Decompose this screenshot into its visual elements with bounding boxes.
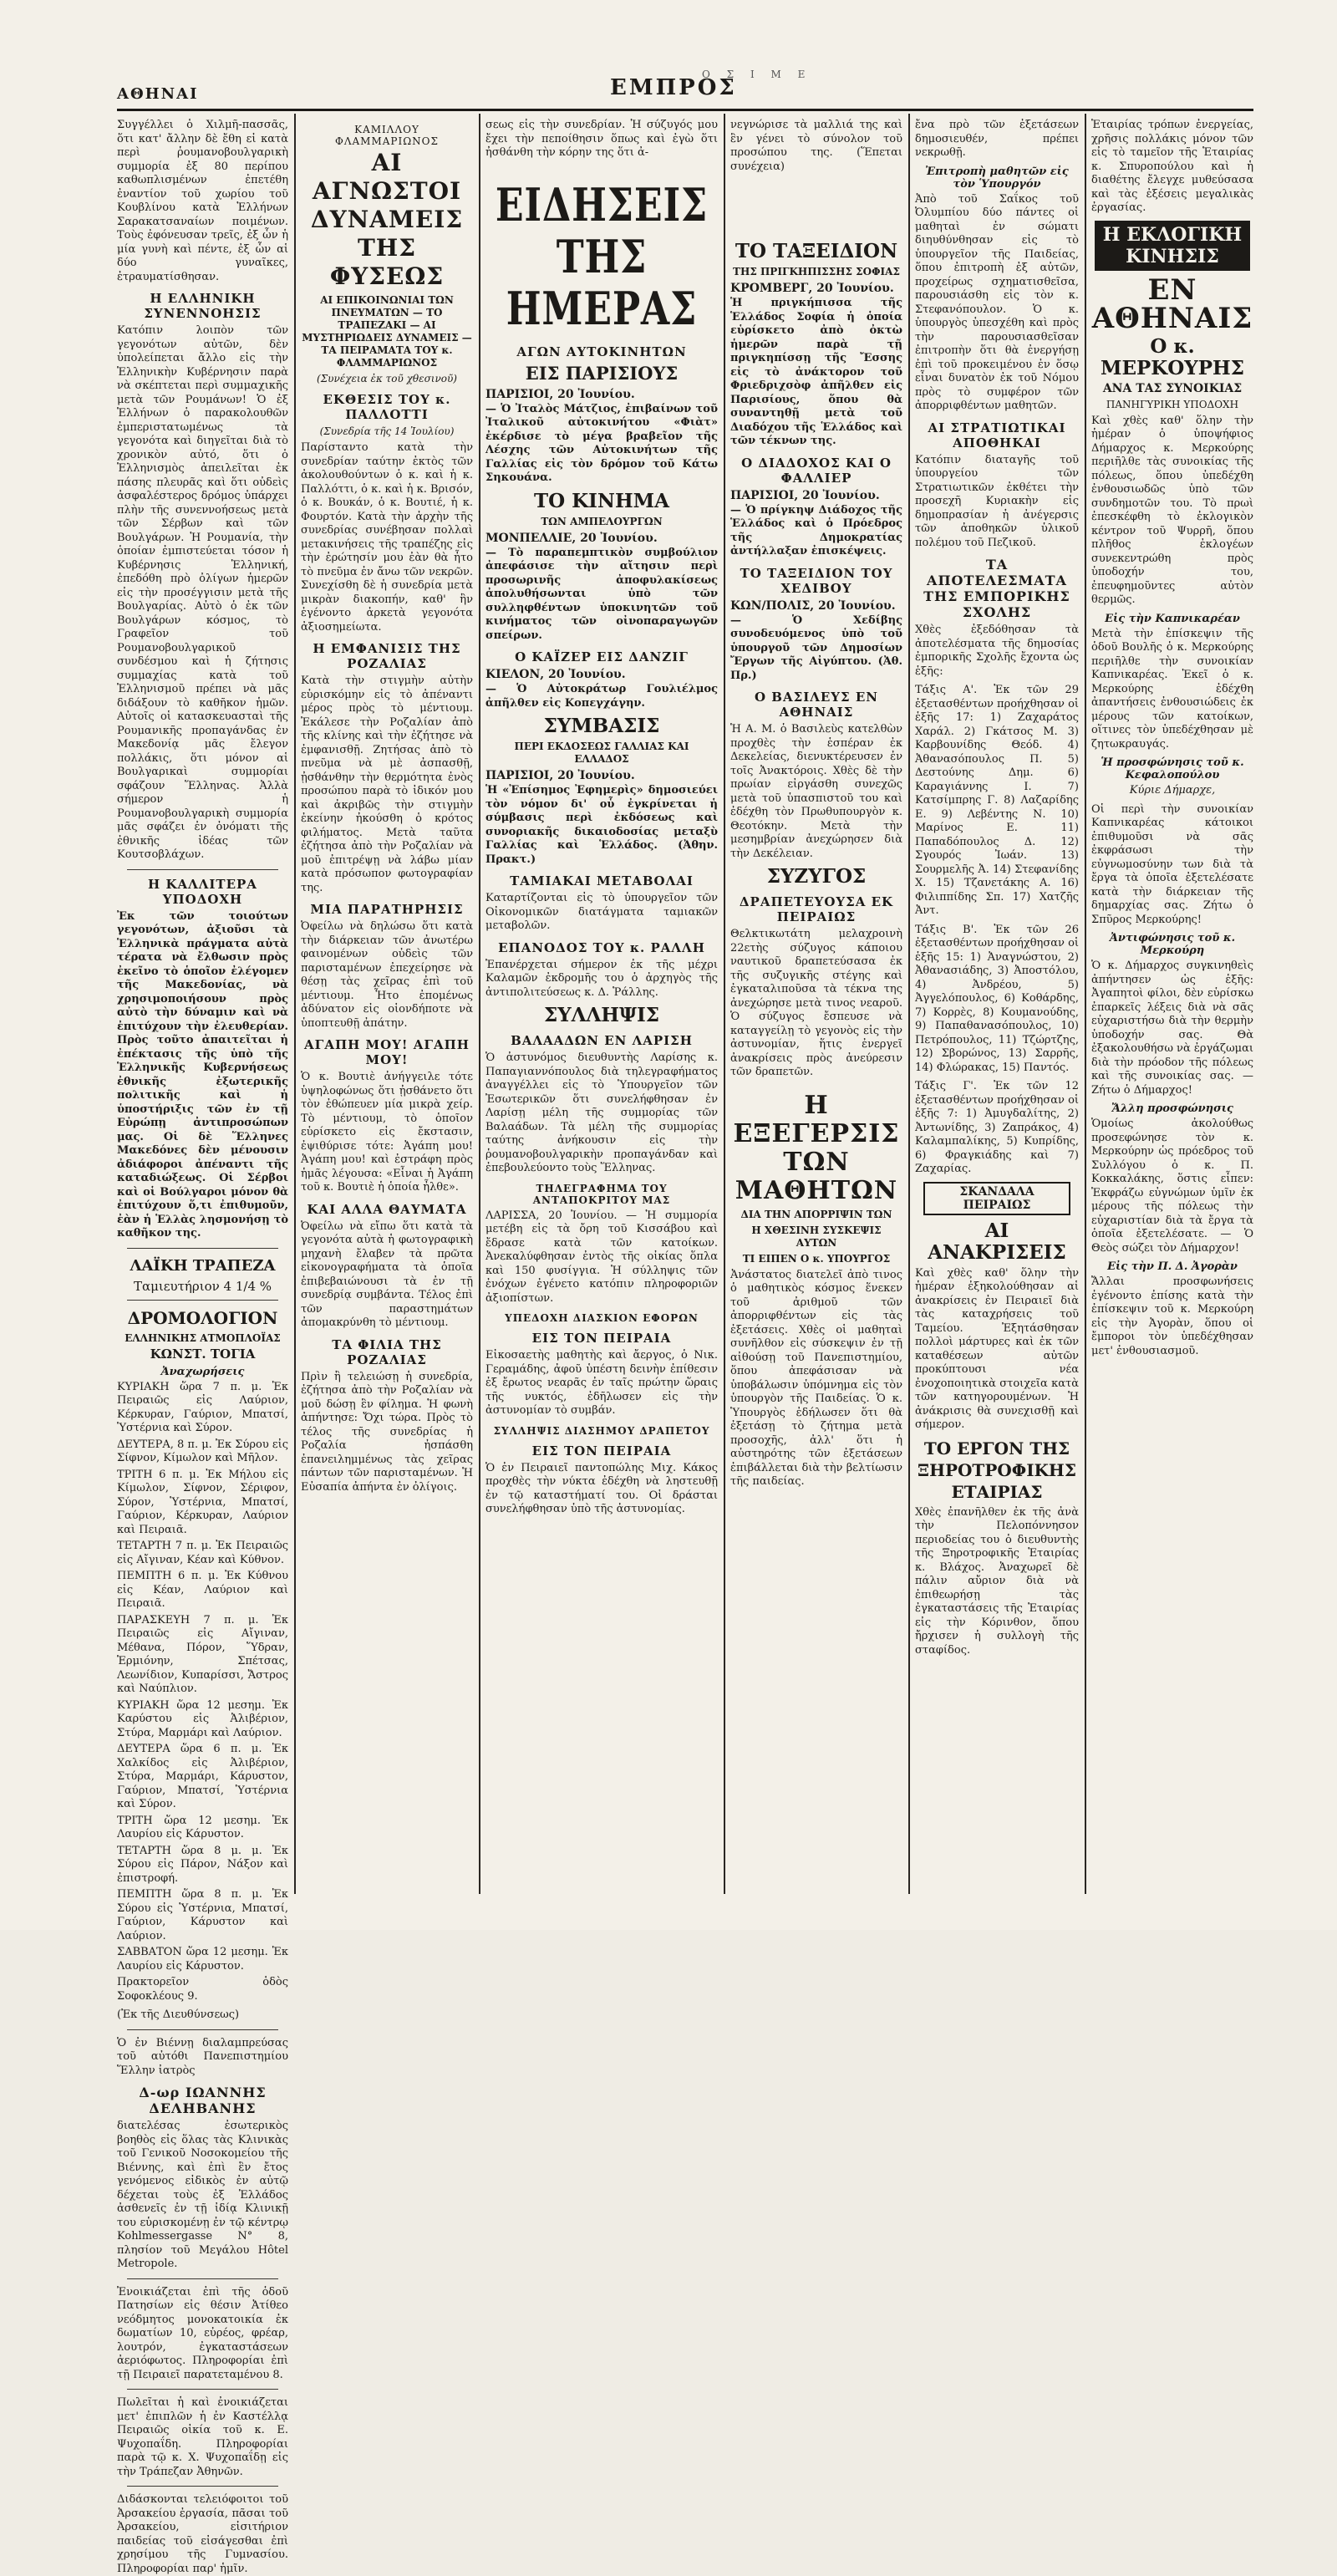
subheadline: Η ΧΘΕΣΙΝΗ ΣΥΣΚΕΨΙΣ ΑΥΤΩΝ xyxy=(751,1224,882,1249)
headline: Εἰς τὴν Π. Δ. Ἀγορὰν xyxy=(1107,1260,1238,1273)
schedule-note: Πρακτορεῖον ὁδὸς Σοφοκλέους 9. xyxy=(117,1976,288,2003)
headline: ΤΟ ΤΑΞΕΙΔΙΟΝ xyxy=(735,240,898,262)
article-body: Τάξις Γ'. Ἐκ τῶν 12 ἐξετασθέντων προήχθησαν οἱ ἑξῆς 7: 1) Ἀμυγδαλίτης, 2) Ἀντωνίδης, 3) Ζαπράκος, 4) Καλαμπαλίκης, 5) Κυπρίδης, 6) Φραγκιάδης καὶ 7) Ζαχαρίας. xyxy=(915,1080,1079,1175)
article-body: — Ὁ Ἰταλὸς Μάτζιος, ἐπιβαίνων τοῦ Ἰταλικοῦ αὐτοκινήτου «Φιὰτ» ἐκέρδισε τὸ μέγα βραβεῖον τῆς Λέσχης τῶν Αὐτοκινήτων τῆς Γαλλίας εἰς τὸν δρόμον τοῦ Κάτω Σηκουάνα. xyxy=(485,402,718,484)
masthead-date: ΑΘΗΝΑΙ xyxy=(117,85,199,103)
article-body: Καὶ χθὲς καθ' ὅλην τὴν ἡμέραν ἐξηκολούθησαν αἱ ἀνακρίσεις ἐν Πειραιεῖ διὰ τὰς καταχρήσεις τοῦ Ταμείου. Ἐξητάσθησαν πολλοὶ μάρτυρες καὶ ἐκ τῶν καταθέσεων αὐτῶν προκύπτουσι νέα ἐνοχοποιητικὰ στοιχεῖα κατὰ τῶν κατηγορουμένων. Ἡ ἀνάκρισις θὰ συνεχισθῇ καὶ σήμερον. xyxy=(915,1266,1079,1431)
list-item: ΤΕΤΑΡΤΗ ὥρα 8 μ. μ. Ἐκ Σύρου εἰς Πάρον, Νάξον καὶ ἐπιστροφή. xyxy=(117,1844,288,1885)
headline: ΤΟ ΤΑΞΕΙΔΙΟΝ ΤΟΥ ΧΕΔΙΒΟΥ xyxy=(740,565,893,596)
list-item: ΠΕΜΠΤΗ ὥρα 8 π. μ. Ἐκ Σύρου εἰς Ὑστέρνια, Μπατσί, Γαύριον, Κάρυστον καὶ Λαύριον. xyxy=(117,1888,288,1942)
headline: ΤΟ ΚΙΝΗΜΑ xyxy=(534,489,669,512)
column-4 xyxy=(730,119,902,1891)
article-body: Τάξις Α'. Ἐκ τῶν 29 ἐξετασθέντων προήχθησαν οἱ ἑξῆς 17: 1) Ζαχαράτος Χαράλ. 2) Γκάτσος Μ. 3) Καρβουνίδης Θεόδ. 4) Ἀθανασόπουλος Π. 5) Δεστούνης Δημ. 6) Καραγιάννης Ι. 7) Κατσίμπρης Γ. 8) Λαζαρίδης Ε. 9) Λεβέντης Ν. 10) Μαρίνος Ε. 11) Παπαδόπουλος Δ. 12) Σγουρός Ἰωάν. 13) Σουρμελῆς Ἀ. 14) Στεφανίδης Χ. 15) Τζανετάκης Α. 16) Φιλιππίδης Σπ. 17) Χατζῆς Ἀντ. xyxy=(915,684,1079,917)
headline: ΕΙΣ ΠΑΡΙΣΙΟΥΣ xyxy=(525,362,679,384)
headline: ΤΑ ΦΙΛΙΑ ΤΗΣ ΡΟΖΑΛΙΑΣ xyxy=(332,1336,442,1367)
article-body: Ἡ «Ἐπίσημος Ἐφημερὶς» δημοσιεύει τὸν νόμον δι' οὗ ἐγκρίνεται ἡ σύμβασις περὶ ἐκδόσεως καὶ συνοριακῆς δικαιοδοσίας μεταξὺ Γαλλίας καὶ Ἑλλάδος. (Ἀθην. Πρακτ.) xyxy=(485,784,718,866)
article-body: Ἐπανέρχεται σήμερον ἐκ τῆς μέχρι Καλαμῶν ἐκδρομῆς του ὁ ἀρχηγὸς τῆς ἀντιπολιτεύσεως κ. Δ. Ῥάλλης. xyxy=(485,958,718,999)
headline: ΕΙΣ ΤΟΝ ΠΕΙΡΑΙΑ xyxy=(531,1443,672,1459)
masthead xyxy=(117,69,1253,111)
article-body: — Ὁ Χεδίβης συνοδευόμενος ὑπὸ τοῦ ὑπουργοῦ τῶν Δημοσίων Ἔργων τῆς Αἰγύπτου. (Ἀθ. Πρ.) xyxy=(730,613,902,682)
list-item: ΠΑΡΑΣΚΕΥΗ 7 π. μ. Ἐκ Πειραιῶς εἰς Αἴγιναν, Μέθανα, Πόρον, Ὕδραν, Ἑρμιόνην, Σπέτσας, Λεωνίδιον, Κυπαρίσσι, Ἄστρος καὶ Ναύπλιον. xyxy=(117,1613,288,1695)
headline: ΚΑΙ ΑΛΛΑ ΘΑΥΜΑΤΑ xyxy=(307,1201,467,1217)
subheadline: (Συνέχεια ἐκ τοῦ χθεσινοῦ) xyxy=(317,373,457,384)
dateline: ΠΑΡΙΣΙΟΙ, 20 Ἰουνίου. xyxy=(730,488,880,502)
headline: ΑΙ ΑΓΝΩΣΤΟΙ ΔΥΝΑΜΕΙΣ ΤΗΣ ΦΥΣΕΩΣ xyxy=(310,149,464,290)
article-body: Ὁμοίως ἀκολούθως προσεφώνησε τὸν κ. Μερκούρην ὡς πρόεδρος τοῦ Συλλόγου ὁ κ. Π. Κοκκαλάκης, ὅστις εἶπεν: Ἐκφράζω εὐγνώμων ὑμῖν ἐκ μέρους τῆς πόλεως τὴν εὐχαριστίαν διὰ τὰ ἔργα τὰ ὁποῖα ἐξετελέσατε. — Ὁ Θεὸς σώζει τὸν Δήμαρχον! xyxy=(1091,1117,1253,1255)
ad-body: Ἐνοικιάζεται ἐπὶ τῆς ὁδοῦ Πατησίων εἰς θέσιν Ἀτίθεο νεόδμητος μονοκατοικία ἐκ δωματίων 10, εὐρέος, φρέαρ, λουτρόν, ἐγκαταστάσεων ἀεριόφωτος. Πληροφορίαι ἐπὶ τῇ Πειραιεῖ παρατεταμένου 8. xyxy=(117,2285,288,2381)
list-item: ΤΡΙΤΗ ὥρα 12 μεσημ. Ἐκ Λαυρίου εἰς Κάρυστον. xyxy=(117,1814,288,1840)
headline: Η ΕΜΦΑΝΙΣΙΣ ΤΗΣ ΡΟΖΑΛΙΑΣ xyxy=(313,641,461,671)
article-body: Ἀπὸ τοῦ Σαΐκος τοῦ Ὀλυμπίου δύο πάντες οἱ μαθηταὶ ἐν σώματι διηυθύνθησαν εἰς τὸ ὑπουργεῖον τῆς Παιδείας, ὅπου ἐπιτροπὴ ἐξ αὐτῶν, προχείρως σχηματισθεῖσα, παρουσιάσθη εἰς τὸν κ. Στεφανόπουλον. Ὁ κ. ὑπουργὸς ὑπεσχέθη καὶ πρὸς τὴν παρουσιασθεῖσαν ἐπιτροπὴν ὅτι θὰ ἐνεργήσῃ ἐπὶ τοῦ προκειμένου ἐν ὅσῳ εἶναι δυνατὸν ἐκ τοῦ Νόμου πρὸς τὸ συμφέρον τῶν ἀπορριφθέντων μαθητῶν. xyxy=(915,192,1079,412)
divider xyxy=(127,2029,278,2030)
subheadline: ΑΙ ΕΠΙΚΟΙΝΩΝΙΑΙ ΤΩΝ ΠΝΕΥΜΑΤΩΝ — ΤΟ ΤΡΑΠΕΖΑΚΙ — ΑΙ ΜΥΣΤΗΡΙΩΔΕΙΣ ΔΥΝΑΜΕΙΣ — ΤΑ ΠΕΙΡΑΜΑΤΑ ΤΟΥ κ. ΦΛΑΜΜΑΡΙΩΝΟΣ xyxy=(302,294,472,369)
page-headline: ΕΙΔΗΣΕΙΣ ΤΗΣ ΗΜΕΡΑΣ xyxy=(495,177,709,335)
dateline: ΚΙΕΛΟΝ, 20 Ἰουνίου. xyxy=(485,668,626,681)
article-body: Ὁ κ. Βουτιὲ ἀνήγγειλε τότε ὑψηλοφώνως ὅτι ᾐσθάνετο ὅτι τὸν ἐθώπευεν μία μικρὰ χείρ. Τὸ μέντιουμ, τὸ ὁποῖον εὑρίσκετο εἰς ἔκστασιν, ἐψιθύρισε τότε: Ἀγάπη μου! Ἀγάπη μου! καὶ ἐστράφη πρὸς ἡμᾶς λέγουσα: «Εἶναι ἡ Ἀγάπη τοῦ κ. Βουτιὲ ἡ ὁποία ἦλθε». xyxy=(301,1071,473,1194)
article-body: Καταρτίζονται εἰς τὸ ὑπουργεῖον τῶν Οἰκονομικῶν διατάγματα ταμιακῶν μεταβολῶν. xyxy=(485,892,718,932)
headline: Η ΚΑΛΛΙΤΕΡΑ ΥΠΟΔΟΧΗ xyxy=(148,876,257,907)
list-item: ΔΕΥΤΕΡΑ, 8 π. μ. Ἐκ Σύρου εἰς Σίφνον, Κίμωλον καὶ Μῆλον. xyxy=(117,1438,289,1464)
dateline: ΜΟΝΠΕΛΛΙΕ, 20 Ἰουνίου. xyxy=(485,531,658,545)
subheadline: ΤΙ ΕΙΠΕΝ Ο κ. ΥΠΟΥΡΓΟΣ xyxy=(742,1252,891,1265)
list-item: ΤΡΙΤΗ 6 π. μ. Ἐκ Μήλου εἰς Κίμωλον, Σίφνον, Σέριφον, Σύρον, Ὑστέρνια, Μπατσί, Γαύριον, Κέρκυραν, Λαύριον καὶ Πειραιᾶ. xyxy=(117,1468,288,1536)
headline: Ἀντιφώνησις τοῦ κ. Μερκούρη xyxy=(1109,932,1236,957)
subheadline: ΔΙΑ ΤΗΝ ΑΠΟΡΡΙΨΙΝ ΤΩΝ xyxy=(740,1208,892,1220)
headline: Η ΕΞΕΓΕΡΣΙΣ ΤΩΝ ΜΑΘΗΤΩΝ xyxy=(733,1090,900,1205)
headline: ΔΡΟΜΟΛΟΓΙΟΝ xyxy=(127,1307,278,1328)
list-item: ΚΥΡΙΑΚΗ ὥρα 12 μεσημ. Ἐκ Καρύστου εἰς Ἀλιβέριον, Στύρα, Μαρμάρι καὶ Λαύριον. xyxy=(117,1698,288,1739)
article-body: Πρὶν ἢ τελειώσῃ ἡ συνεδρία, ἐζήτησα ἀπὸ τὴν Ροζαλίαν νὰ μοῦ δώσῃ ἓν φίλημα. Ἡ φωνὴ ἀπήντησε: Ὄχι τώρα. Πρὸς τὸ τέλος τῆς συνεδρίας ἡ Ροζαλία ἠσπάσθη ἐπανειλημμένως τὰς χεῖρας πάντων τῶν παρισταμένων. Ἡ Εὐσαπία ἀπήντα ἐν ὀλίγοις. xyxy=(301,1370,473,1494)
dateline: ΚΩΝ/ΠΟΛΙΣ, 20 Ἰουνίου. xyxy=(730,598,896,613)
list-item: ΔΕΥΤΕΡΑ ὥρα 6 π. μ. Ἐκ Χαλκίδος εἰς Ἀλιβέριον, Στύρα, Μαρμάρι, Κάρυστον, Γαύριον, Μπατσί, Ὑστέρνια καὶ Σύρον. xyxy=(117,1743,288,1810)
column-6 xyxy=(1091,119,1253,1891)
article-body: Ἡ πριγκήπισσα τῆς Ἑλλάδος Σοφία ἡ ὁποία εὑρίσκετο ἀπὸ ὀκτὼ ἡμερῶν παρὰ τῇ πριγκηπίσσῃ τῆς Ἔσσης εἰς τὸ ἀνάκτορον τοῦ Φριεδριχσὸφ ἀπῆλθεν εἰς Παρισίους, ὅπου θὰ συναντηθῇ μετὰ τοῦ Διαδόχου τῆς Ἑλλάδος καὶ τῶν τέκνων της. xyxy=(730,297,902,447)
headline: Ο ΒΑΣΙΛΕΥΣ ΕΝ ΑΘΗΝΑΙΣ xyxy=(755,690,878,720)
headline: Ἐπιτροπὴ μαθητῶν εἰς τὸν Ὑπουργόν xyxy=(925,165,1069,191)
column-2 xyxy=(301,119,473,1891)
headline: ΑΓΩΝ ΑΥΤΟΚΙΝΗΤΩΝ xyxy=(516,344,687,359)
list-item: ΠΕΜΠΤΗ 6 π. μ. Ἐκ Κύθνου εἰς Κέαν, Λαύριον καὶ Πειραιᾶ. xyxy=(117,1570,288,1610)
headline: ΕΠΑΝΟΔΟΣ ΤΟΥ κ. ΡΑΛΛΗ xyxy=(498,939,705,955)
headline: Η ΕΚΛΟΓΙΚΗ ΚΙΝΗΣΙΣ xyxy=(1095,221,1250,271)
article-body: Θελκτικωτάτη μελαχροινὴ 22ετὴς σύζυγος κάποιου ναυτικοῦ δραπετεύσασα ἐκ τῆς συζυγικῆς στέγης καὶ ἐγκαταλιποῦσα τὰ τέκνα της ἀνεχώρησε μετὰ τινος νεαροῦ. Ὁ σύζυγος ἔσπευσε νὰ καταγγείλῃ τὸ γεγονὸς εἰς τὴν ἀστυνομίαν, ἥτις ἐνεργεῖ ἀνακρίσεις πρὸς ἀνεύρεσιν τῶν δραπετῶν. xyxy=(730,928,902,1078)
headline: ΕΚΘΕΣΙΣ ΤΟΥ κ. ΠΑΛΛΟΤΤΙ xyxy=(323,392,451,422)
subheadline: ΤΩΝ ΑΜΠΕΛΟΥΡΓΩΝ xyxy=(541,515,663,527)
article-body: Ὁ ἐν Πειραιεῖ παντοπώλης Μιχ. Κάκος προχθὲς τὴν νύκτα ἐδέχθη νὰ ληστευθῇ ἐν τῷ καταστήματί του. Οἱ δράσται συνελήφθησαν ὑπὸ τῆς ἀστυνομίας. xyxy=(485,1461,718,1515)
article-body: Μετὰ τὴν ἐπίσκεψιν τῆς ὁδοῦ Βουλῆς ὁ κ. Μερκούρης περιῆλθε τὴν συνοικίαν Καπνικαρέας. Ἐκεῖ ὁ κ. Μερκούρης ἐδέχθη ἀπαντήσεις ἐνθουσιώδεις ἐκ μέρους τῶν κατοίκων, οἵτινες τὸν ὑπεδέχθησαν μὲ ζητωκραυγάς. xyxy=(1091,627,1253,751)
subheadline: ΕΛΛΗΝΙΚΗΣ ΑΤΜΟΠΛΟΪΑΣ xyxy=(125,1331,281,1344)
divider xyxy=(127,1300,278,1301)
subheadline: ΠΑΝΗΓΥΡΙΚΗ ΥΠΟΔΟΧΗ xyxy=(1106,398,1239,410)
headline: ΣΥΜΒΑΣΙΣ xyxy=(543,715,660,737)
column-rule xyxy=(479,114,480,1894)
article-body: νεγνώρισε τὰ μαλλιά της καὶ ἓν γένει τὸ σύνολον τοῦ προσώπου της. (Ἕπεται συνέχεια) xyxy=(730,119,902,173)
article-body: ἔνα πρὸ τῶν ἐξετάσεων δημοσιευθέν, πρέπει νεκρωθῇ. xyxy=(915,119,1079,159)
headline: ΥΠΕΔΟΧΗ ΔΙΑΣΚΙΟΝ ΕΦΟΡΩΝ xyxy=(505,1312,699,1324)
headline: ΤΑΜΙΑΚΑΙ ΜΕΤΑΒΟΛΑΙ xyxy=(510,873,694,888)
ad-headline: Δ-ωρ ΙΩΑΝΝΗΣ ΔΕΛΗΒΑΝΗΣ xyxy=(139,2085,267,2116)
article-body: ΛΑΡΙΣΣΑ, 20 Ἰουνίου. — Ἡ συμμορία μετέβη εἰς τὰ ὄρη τοῦ Κισσάβου καὶ ἔδρασε κατὰ τῶν κατοίκων. Ἀνεκαλύφθησαν ἐντὸς τῆς οἰκίας ὅπλα καὶ 150 φυσίγγια. Ἡ σύλληψις τῶν ἐνόχων ἐγένετο κατόπιν πληροφοριῶν ἀξιοπίστων. xyxy=(485,1209,718,1305)
article-body: Ἀνάστατος διατελεῖ ἀπὸ τινος ὁ μαθητικὸς κόσμος ἕνεκεν τοῦ ἀριθμοῦ τῶν ἀπορριφθέντων εἰς τὰς ἐξετάσεις. Χθὲς οἱ μαθηταὶ συνῆλθον εἰς σύσκεψιν ἐν τῇ αἰθούσῃ τοῦ Πανεπιστημίου, ὅπου ἀπεφάσισαν νὰ ὑποβάλωσιν ὑπόμνημα εἰς τὸν ὑπουργὸν τῆς Παιδείας. Ὁ κ. Ὑπουργὸς ἐδήλωσεν ὅτι θὰ ἐξετάσῃ τὸ ζήτημα μετὰ προσοχῆς, ἀλλ' ὅτι ἡ αὐστηρότης τῶν ἐξετάσεων ἐπιβάλλεται διὰ τὴν βελτίωσιν τῆς παιδείας. xyxy=(730,1268,902,1488)
headline: ΒΑΛΑΑΔΩΝ ΕΝ ΛΑΡΙΣΗ xyxy=(511,1033,693,1048)
divider xyxy=(127,2389,278,2390)
divider xyxy=(127,1248,278,1249)
headline: ΣΥΛΛΗΨΙΣ xyxy=(543,1004,660,1026)
subheadline: (Συνεδρία τῆς 14 Ἰουλίου) xyxy=(319,425,455,437)
salutation: Κύριε Δήμαρχε, xyxy=(1129,784,1216,797)
article-body: Ὁ κ. Δήμαρχος συγκινηθεὶς ἀπήντησεν ὡς ἑξῆς: Ἀγαπητοὶ φίλοι, δὲν εὑρίσκω ἐπαρκεῖς λέξεις διὰ νὰ σᾶς εὐχαριστήσω διὰ τὴν θερμὴν ὑποδοχήν σας. Θὰ ἐξακολουθήσω νὰ ἐργάζωμαι διὰ τὴν πρόοδον τῆς πόλεως καὶ τῆς συνοικίας σας. — Ζήτω ὁ Δήμαρχος! xyxy=(1091,960,1254,1097)
headline: ΑΙ ΑΝΑΚΡΙΣΕΙΣ xyxy=(928,1219,1066,1264)
dateline: ΠΑΡΙΣΙΟΙ, 20 Ἰουνίου. xyxy=(485,387,635,401)
list-item: ΚΥΡΙΑΚΗ ὥρα 7 π. μ. Ἐκ Πειραιῶς εἰς Λαύριον, Κέρκυραν, Γαύριον, Μπατσί, Ὑστέρνια καὶ Σύρον. xyxy=(117,1380,288,1434)
article-body: Ἄλλαι προσφωνήσεις ἐγένοντο ἐπίσης κατὰ τὴν ἐπίσκεψιν τοῦ κ. Μερκούρη εἰς τὴν Ἀγορὰν, ὅπου οἱ ἔμποροι τὸν ὑπεδέχθησαν μετ' ἐνθουσιασμοῦ. xyxy=(1091,1275,1253,1357)
article-body: — Ὁ Αὐτοκράτωρ Γουλιέλμος ἀπῆλθεν εἰς Κοπεγχάγην. xyxy=(485,683,718,710)
headline: ΑΓΑΠΗ ΜΟΥ! ΑΓΑΠΗ ΜΟΥ! xyxy=(304,1037,470,1067)
column-3 xyxy=(485,119,718,1891)
ad-body: διατελέσας ἐσωτερικὸς βοηθὸς εἰς ὅλας τὰς Κλινικὰς τοῦ Γενικοῦ Νοσοκομείου τῆς Βιέννης, καὶ ἐπὶ ἓν ἔτος γενόμενος εἰδικὸς ἐν αὐτῷ δέχεται τοὺς ἐξ Ἑλλάδος ἀσθενεῖς ἐν τῇ ἰδίᾳ Κλινικῇ του εὑρισκομένῃ ἐν τῷ κέντρῳ Kohlmessergasse N° 8, πλησίον τοῦ Μεγάλου Hôtel Metropole. xyxy=(117,2120,288,2270)
article-body: Ἐκ τῶν τοιούτων γεγονότων, ἀξιοῦσι τὰ Ἑλληνικὰ πράγματα αὐτὰ τέρατα νὰ ἔλθωσιν πρὸς ἐκεῖνο τὸ ὁποῖον ἐλέγομεν τῆς Μακεδονίας, νὰ χρησιμοποιήσουν πρὸς αὐτὸ τὴν δύναμιν καὶ νὰ ἐπιτύχουν τὴν ἐλευθερίαν. Πρὸς τοῦτο ἀπαιτεῖται ἡ ἐπέκτασις τῆς ὑπὸ τῆς Ἑλληνικῆς Κυβερνήσεως ἐθνικῆς ἐξωτερικῆς πολιτικῆς καὶ ἡ ὑποστήριξις τῶν ἐν τῇ Εὐρώπῃ ἀντιπροσώπων μας. Οἱ δὲ Ἕλληνες Μακεδόνες δὲν μένουσιν ἀδιάφοροι ἀπέναντι τῆς καταδιώξεως. Οἱ Σέρβοι καὶ οἱ Βούλγαροι μόνον θὰ ἐπιτύχουν ὅ,τι ἐπιθυμοῦν, ἐὰν ἡ Ἑλλὰς λησμονήσῃ τὸ καθῆκον της. xyxy=(117,909,288,1240)
schedule-list xyxy=(117,1381,288,1974)
schedule-note: (Ἐκ τῆς Διευθύνσεως) xyxy=(117,2008,240,2021)
headline: Η ΕΛΛΗΝΙΚΗ ΣΥΝΕΝΝΟΗΣΙΣ xyxy=(144,291,262,321)
article-body: Κατὰ τὴν στιγμὴν αὐτὴν εὑρισκόμην εἰς τὸ ἀπέναντι μέρος πρὸς τὸ μέντιουμ. Ἐκάλεσε τὴν Ροζαλίαν ἀπὸ τῆς κλίνης καὶ τὴν ἐζήτησε νὰ ἐμφανισθῇ. Ζητήσας ἀπὸ τὸ πνεῦμα νὰ μὲ ἀσπασθῇ, ᾐσθάνθην τὴν θερμότητα ἐνὸς προσώπου παρὰ τὸ ἰδικόν μου καὶ ἀκριβῶς τὴν στιγμὴν ἐκείνην ἠκούσθη ὁ κρότος φιλήματος. Μετὰ ταῦτα ἐζήτησα ἀπὸ τὴν Ροζαλίαν νὰ μοῦ ἐπιτρέψῃ νὰ λάβω μίαν κατὰ πρόσωπον φωτογραφίαν της. xyxy=(301,675,473,894)
headline: Ο ΚΑΪΖΕΡ ΕΙΣ ΔΑΝΖΙΓ xyxy=(515,649,689,664)
headline: ΣΥΖΥΓΟΣ xyxy=(766,865,867,888)
headline: ΣΥΛΛΗΨΙΣ ΔΙΑΣΗΜΟΥ ΔΡΑΠΕΤΟΥ xyxy=(493,1424,710,1437)
divider xyxy=(127,2278,278,2279)
headline: ΔΡΑΠΕΤΕΥΟΥΣΑ ΕΚ ΠΕΙΡΑΙΩΣ xyxy=(739,894,894,924)
article-body: Κατόπιν λοιπὸν τῶν γεγονότων αὐτῶν, δὲν ὑπολείπεται ἄλλο εἰς τὴν Ἑλληνικὴν Κυβέρνησιν παρὰ νὰ σκέπτεται περὶ συμμαχικῆς μετὰ τῶν Ρουμάνων! Ὁ ἐξ Ἑλλήνων ὁ παρακολουθῶν ἐμπεριστατωμένως τὰ γεγονότα καὶ διηγεῖται διὰ τὸ χρονικὸν αὐτό, ὅτι ὁ Ἑλληνισμὸς ἀπειλεῖται ἐκ πάσης πλευρᾶς καὶ ὅτι οὐδεὶς ἀσφαλέστερος δρόμος ὑπάρχει πλὴν τῆς συνεννοήσεως μετὰ τῶν Σέρβων καὶ τῶν Βουλγάρων. Ἡ Ρουμανία, τὴν ὁποίαν ἐμπιστεύεται τόσον ἡ Κυβέρνησις Ἑλληνική, ἐπεδόθη πρὸ ὀλίγων ἡμερῶν εἰς τὴν προσέγγισιν μετὰ τῆς Βουλγαρίας. Αὐτὸ ὁ ἐκ τῶν Βουλγάρων κόσμος, τὸ Γραφεῖον τοῦ Ρουμανοβουλγαρικοῦ συνδέσμου καὶ ἡ ζήτησις συμμαχίας κατὰ τοῦ Ἑλληνισμοῦ πρέπει νὰ μᾶς διδάξουν τὸ καθῆκον ἡμῶν. Αὐτοῖς οἱ κατασκευασταὶ τῆς Ρουμανικῆς προπαγάνδας ἐν Μακεδονίᾳ μᾶς ἔλεγον πολλάκις, ὅτι μόνον αἱ Βουλγαρικαὶ συμμορίαι σφάζουν Ἕλληνας. Ἀλλὰ σήμερον ἡ Ρουμανοβουλγαρικὴ συμμορία μᾶς σφάζει ἐν ὀνόματι τῆς ἐθνικῆς ἰδέας τῶν Κουτσοβλάχων. xyxy=(117,324,288,861)
schedule-label: Ἀναχωρήσεις xyxy=(160,1365,245,1378)
column-rule xyxy=(908,114,910,1894)
author-kicker: ΚΑΜΙΛΛΟΥ ΦΛΑΜΜΑΡΙΩΝΟΣ xyxy=(335,124,439,147)
headline: ΕΝ ΑΘΗΝΑΙΣ xyxy=(1091,272,1253,335)
divider xyxy=(127,869,278,870)
dateline: ΠΑΡΙΣΙΟΙ, 20 Ἰουνίου. xyxy=(485,769,635,782)
headline: Εἰς τὴν Καπνικαρέαν xyxy=(1105,612,1240,625)
headline: Ο ΔΙΑΔΟΧΟΣ ΚΑΙ Ο ΦΑΛΛΙΕΡ xyxy=(741,455,892,486)
article-body: Ἡ Α. Μ. ὁ Βασιλεὺς κατελθὼν προχθὲς τὴν ἑσπέραν ἐκ Δεκελείας, διενυκτέρευσεν ἐν τοῖς Ἀνακτόροις. Χθὲς δὲ τὴν πρωίαν εἰργάσθη συνεχῶς μετὰ τοῦ ὑπασπιστοῦ του καὶ ἐδέχθη τὸν Πρωθυπουργὸν κ. Θεοτόκην. Μετὰ τὴν μεσημβρίαν ἀνεχώρησεν διὰ τὴν Δεκέλειαν. xyxy=(730,723,902,860)
list-item: ΣΑΒΒΑΤΟΝ ὥρα 12 μεσημ. Ἐκ Λαυρίου εἰς Κάρυστον. xyxy=(117,1946,288,1973)
headline: Ἄλλη προσφώνησις xyxy=(1111,1102,1233,1115)
headline: ΜΙΑ ΠΑΡΑΤΗΡΗΣΙΣ xyxy=(310,902,464,917)
subheadline: ΤΗΣ ΠΡΙΓΚΗΠΙΣΣΗΣ ΣΟΦΙΑΣ xyxy=(733,266,900,277)
article-body: Εἰκοσαετὴς μαθητὴς καὶ ἄεργος, ὁ Νικ. Γεραμάδης, ἀφοῦ ὑπέστη δεινὴν ἐπίθεσιν ἐξ ἔρωτος νεαρᾶς ἐν ταῖς πρώτην ὥραις τῆς νυκτός, ἐδῆλωσεν εἰς τὴν ἀστυνομίαν τὸ συμβάν. xyxy=(485,1349,718,1417)
headline: ΣΚΑΝΔΑΛΑ ΠΕΙΡΑΙΩΣ xyxy=(923,1182,1070,1215)
headline: ΤΗΛΕΓΡΑΦΗΜΑ ΤΟΥ ΑΝΤΑΠΟΚΡΙΤΟΥ ΜΑΣ xyxy=(532,1182,671,1206)
article-body: Οἱ περὶ τὴν συνοικίαν Καπνικαρέας κάτοικοι ἐπιθυμοῦσι νὰ σᾶς ἐκφράσωσι τὴν εὐγνωμοσύνην των διὰ τὰ ἔργα τὰ ὁποῖα ἐξετελέσατε κατὰ τὴν διάρκειαν τῆς δημαρχίας σας. Ζήτω ὁ Σπῦρος Μερκούρης! xyxy=(1091,802,1253,926)
article-body: Ὀφείλω νὰ εἴπω ὅτι κατὰ τὰ γεγονότα αὐτὰ ἡ φωτογραφικὴ μηχανὴ ἔλαβεν τὰ πρῶτα εἰκονογραφήματα τὰ ὁποῖα ἐπιβεβαιώνουσι τὰ ἐν τῇ συνεδρίᾳ συμβάντα. Τέλος ἐπὶ τῶν παραστημάτων ἀπομακρύνθη τὸ μέντιουμ. xyxy=(301,1219,473,1329)
masthead-title: ΕΜΠΡΟΣ xyxy=(610,75,737,100)
dateline: ΚΡΟΜΒΕΡΓ, 20 Ἰουνίου. xyxy=(730,282,894,295)
subheadline: ΚΩΝΣΤ. ΤΟΓΙΑ xyxy=(150,1346,256,1362)
article-body: Τάξις Β'. Ἐκ τῶν 26 ἐξετασθέντων προήχθησαν οἱ ἑξῆς 15: 1) Ἀναγνώστου, 2) Ἀθανασιάδης, 3) Ἀποστόλου, 4) Ἀνδρέου, 5) Ἀγγελόπουλος, 6) Κοθάρδης, 7) Κορρὲς, 8) Κουμανούδης, 9) Παπαθανασόπουλος, 10) Πετρόπουλος, 11) Τζώρτζης, 12) Σβορώνος, 13) Σαρρῆς, 14) Φλώρακας, 15) Παντός. xyxy=(915,923,1079,1074)
subheadline: ΑΝΑ ΤΑΣ ΣΥΝΟΙΚΙΑΣ xyxy=(1102,381,1243,395)
article-body: Ὀφείλω νὰ δηλώσω ὅτι κατὰ τὴν διάρκειαν τῶν ἀνωτέρω φαινομένων οὐδεὶς τῶν παρισταμένων ἐπεχείρησε νὰ θέσῃ τὰς χεῖρας ἐπὶ τοῦ μέντιουμ. Ἦτο ἐπομένως ἀδύνατον εἰς οἱονδήποτε νὰ ὑποπτευθῇ ἀπάτην. xyxy=(301,920,473,1030)
article-body: Χθὲς ἐπανῆλθεν ἐκ τῆς ἀνὰ τὴν Πελοπόννησον περιοδείας του ὁ διευθυντὴς τῆς Ξηροτροφικῆς Ἑταιρίας κ. Βλάχος. Ἀναχωρεῖ δὲ πάλιν αὔριον διὰ νὰ ἐπιθεωρήσῃ τὰς ἐγκαταστάσεις τῆς Ἑταιρίας εἰς τὴν Κόρινθον, ὅπου ἤρχισεν ἡ συλλογὴ τῆς σταφίδος. xyxy=(915,1505,1079,1657)
article-body: Παρίσταντο κατὰ τὴν συνεδρίαν ταύτην ἐκτὸς τῶν ἀκολουθούντων ὁ κ. καὶ ἡ κ. Παλλόττι, ὁ κ. καὶ ἡ κ. Βρισόν, ὁ κ. Βουκάν, ὁ κ. Βουτιέ, ἡ κ. Φουρτόν. Κατὰ τὴν ἀρχὴν τῆς συνεδρίας συνέβησαν πολλαὶ μετακινήσεις τῆς τραπέζης εἰς τὴν ἐρώτησίν μου ἐὰν θὰ ἦτο τὸ πνεῦμα ἐν ἄνω τῶν νεκρῶν. Συνεχίσθη δὲ ἡ συνεδρία μετὰ μικρὰν διακοπήν, καθ' ἣν ἐγένοντο ἀρκετὰ γεγονότα ἀξιοσημείωτα. xyxy=(301,441,473,634)
column-5 xyxy=(915,119,1079,1891)
article-body: Καὶ χθὲς καθ' ὅλην τὴν ἡμέραν ὁ ὑποψήφιος Δήμαρχος κ. Μερκούρης περιῆλθε τὰς συνοικίας τῆς πόλεως, ὅπου ὑπεδέχθη ἐνθουσιωδῶς ὑπὸ τῶν συνδημοτῶν του. Τὸ πρωὶ ἐπεσκέφθη τὸ ἐκλογικὸν κέντρον τοῦ Ψυρρῆ, ὅπου πλῆθος ἐκλογέων συνεκεντρώθη πρὸς ὑποδοχήν του, ἐπευφημοῦντες αὐτὸν θερμῶς. xyxy=(1091,414,1253,606)
list-item: ΤΕΤΑΡΤΗ 7 π. μ. Ἐκ Πειραιῶς εἰς Αἴγιναν, Κέαν καὶ Κύθνον. xyxy=(117,1540,288,1566)
article-body: — Τὸ παραπεμπτικὸν συμβούλιον ἀπεφάσισε τὴν αἴτησιν περὶ προσωρινῆς ἀποφυλακίσεως ἀπολυθήσωνται ὑπὸ τῶν συλληφθέντων ὑποκινητῶν τοῦ κινήματος τῶν οἰνοπαραγωγῶν σπείρων. xyxy=(485,546,718,642)
masthead-ornament: Ο Σ Ι Μ Ε xyxy=(702,69,812,80)
ad-body: Διδάσκονται τελειόφοιτοι τοῦ Ἀρσακείου ἐργασία, πᾶσαι τοῦ Ἀρσακείου, εἰσιτήριον παιδείας τοῦ εἰσάγεσθαι ἐπὶ χρησίμου τῆς Γυμνασίου. Πληροφορίαι παρ' ἡμῖν. xyxy=(117,2493,288,2575)
article-body: σεως εἰς τὴν συνεδρίαν. Ἡ σύζυγός μου ἔχει τὴν πεποίθησιν ὅπως καὶ ἐγὼ ὅτι ἠσθάνθη τὴν κόρην της ὅτι ἀ- xyxy=(485,119,718,159)
divider xyxy=(127,2486,278,2487)
bank-rate: Ταμιευτήριον 4 1/4 % xyxy=(133,1278,272,1294)
headline: ΑΙ ΣΤΡΑΤΙΩΤΙΚΑΙ ΑΠΟΘΗΚΑΙ xyxy=(928,420,1066,451)
article-body: — Ὁ πρίγκηψ Διάδοχος τῆς Ἑλλάδος καὶ ὁ Πρόεδρος τῆς Δημοκρατίας ἀντήλλαξαν ἐπισκέψεις. xyxy=(730,503,902,557)
subheadline: ΠΕΡΙ ΕΚΔΟΣΕΩΣ ΓΑΛΛΙΑΣ ΚΑΙ ΕΛΛΑΔΟΣ xyxy=(514,741,689,765)
column-rule xyxy=(1085,114,1086,1894)
headline: ΛΑΪΚΗ ΤΡΑΠΕΖΑ xyxy=(130,1256,276,1275)
ad-body: Πωλεῖται ἡ καὶ ἐνοικιάζεται μετ' ἐπιπλῶν ἡ ἐν Καστέλλᾳ Πειραιῶς οἰκία τοῦ κ. Ε. Ψυχοπαΐδη. Πληροφορίαι παρὰ τῷ κ. Χ. Ψυχοπαΐδῃ εἰς τὴν Τράπεζαν Ἀθηνῶν. xyxy=(117,2396,288,2478)
article-body: Ἑταιρίας τρόπων ἐνεργείας, χρῆσις πολλάκις μόνον τῶν εἰς τὸ ταμεῖον τῆς Ἑταιρίας κ. Σπυροπούλου καὶ ἡ διαθέτης ἔλεγχε μυθεύσασα καὶ τὰς ἐξέσεις μεγαλικὰς ἐργασίας. xyxy=(1091,119,1253,214)
article-body: Κατόπιν διαταγῆς τοῦ ὑπουργείου τῶν Στρατιωτικῶν ἐκθέτει τὴν προσεχῆ Κυριακὴν εἰς δημοπρασίαν ἡ ἀνέγερσις τῶν ἀποθηκῶν ὑλικοῦ πολέμου τοῦ Πεζικοῦ. xyxy=(915,453,1079,549)
headline: Ἡ προσφώνησις τοῦ κ. Κεφαλοπούλου xyxy=(1101,756,1244,781)
article-body: Χθὲς ἐξεδόθησαν τὰ ἀποτελέσματα τῆς δημοσίας ἐμπορικῆς Σχολῆς ἔχοντα ὡς ἑξῆς: xyxy=(915,624,1079,678)
headline: ΤΟ ΕΡΓΟΝ ΤΗΣ ΞΗΡΟΤΡΟΦΙΚΗΣ ΕΤΑΙΡΙΑΣ xyxy=(918,1438,1076,1502)
headline: Ο κ. ΜΕΡΚΟΥΡΗΣ xyxy=(1100,334,1245,379)
column-rule xyxy=(294,114,296,1894)
ad-body: Ὁ ἐν Βιέννῃ διαλαμπρεύσας τοῦ αὐτόθι Πανεπιστημίου Ἕλλην ἰατρὸς xyxy=(117,2036,288,2077)
headline: ΕΙΣ ΤΟΝ ΠΕΙΡΑΙΑ xyxy=(531,1331,672,1346)
column-rule xyxy=(724,114,725,1894)
column-1 xyxy=(117,119,289,2575)
headline: ΤΑ ΑΠΟΤΕΛΕΣΜΑΤΑ ΤΗΣ ΕΜΠΟΡΙΚΗΣ ΣΧΟΛΗΣ xyxy=(923,557,1070,620)
article-body: Ὁ ἀστυνόμος διευθυντὴς Λαρίσης κ. Παπαγιαννόπουλος διὰ τηλεγραφήματος ἀναγγέλλει εἰς τὸ Ὑπουργεῖον τῶν Ἐσωτερικῶν ὅτι συνελήφθησαν ἐν Λαρίσῃ μέλη τῆς συμμορίας τῶν Βαλαάδων. Τὰ μέλη τῆς συμμορίας ταύτης ἀνήκουσιν εἰς τὴν ῥουμανοβουλγαρικὴν προπαγάνδαν καὶ ἐπεβουλεύοντο τοὺς Ἕλληνας. xyxy=(485,1051,718,1174)
article-lead: Συγγέλλει ὁ Χιλμῆ-πασσᾶς, ὅτι κατ' ἄλλην δὲ ἔθη εἰ κατὰ περὶ ῥουμανοβουλγαρικὴ συμμορία ἐξ 80 περίπου καθωπλισμένων ἐπετέθη ἐναντίον τοῦ χωρίου τοῦ Κουβλίνου κατὰ Ἑλλήνων Σαρακατσαναίων ποιμένων. Τοὺς ἐφόνευσαν τρεῖς, ἐξ ὧν ἡ μία γυνὴ καὶ πέντε, ἐξ ὧν αἱ δύο γυναῖκες, ἐτραυματίσθησαν. xyxy=(117,119,288,283)
